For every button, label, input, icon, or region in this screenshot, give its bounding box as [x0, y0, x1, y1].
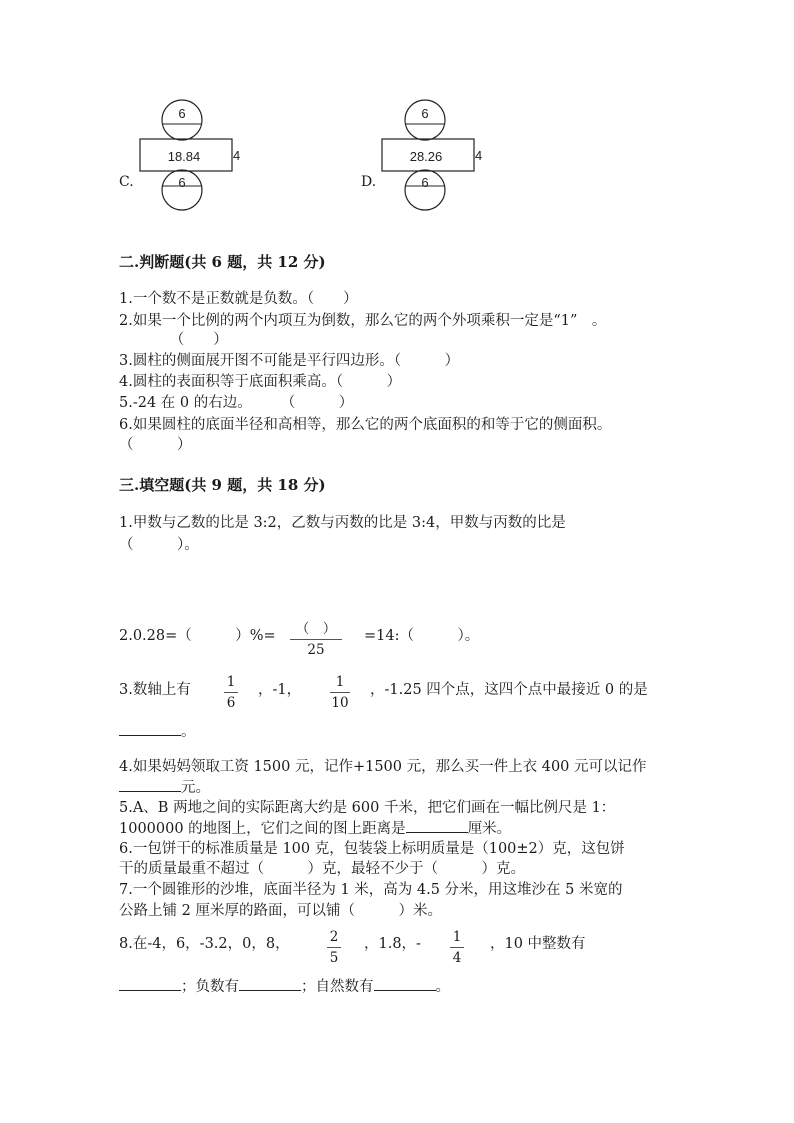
- fill-q5-line2b: 厘米。: [467, 821, 512, 837]
- fraction-denominator: 5: [329, 950, 339, 966]
- fill-q2-left: 2.0.28=（ ）%=: [119, 628, 276, 644]
- bottom-circle-label: 6: [178, 175, 186, 190]
- fill-q1-line1: 1.甲数与乙数的比是 3:2，乙数与丙数的比是 3:4，甲数与丙数的比是: [119, 515, 566, 531]
- side-label: 4: [233, 148, 241, 163]
- top-circle-label: 6: [421, 106, 429, 121]
- fraction-denominator: 25: [307, 642, 325, 658]
- fill-q3-fraction-2: [318, 674, 362, 711]
- fraction-numerator: 2: [329, 929, 339, 945]
- fill-q7-line2: 公路上铺 2 厘米厚的路面，可以铺（ ）米。: [119, 903, 442, 919]
- fill-q2-fraction: [290, 621, 342, 658]
- fill-q7-line1: 7.一个圆锥形的沙堆，底面半径为 1 米，高为 4.5 分米，用这堆沙在 5 米宽的: [119, 882, 623, 898]
- judge-item-5: 5.-24 在 0 的右边。 （ ）: [119, 395, 354, 411]
- judge-item-2: 2.如果一个比例的两个内项互为倒数，那么它的两个外项乘积一定是“1” 。: [119, 313, 607, 329]
- answer-blank[interactable]: [406, 818, 468, 833]
- fraction-numerator: 1: [335, 674, 345, 690]
- fraction-bar: [330, 692, 350, 693]
- fraction-denominator: 4: [452, 950, 462, 966]
- rect-label: 18.84: [167, 149, 201, 164]
- fill-q6-line1: 6.一包饼干的标准质量是 100 克，包装袋上标明质量是（100±2）克，这包饼: [119, 841, 625, 857]
- fill-q2-right: =14:（ ）。: [364, 628, 480, 644]
- option-c-diagram: [136, 98, 266, 218]
- section3-title: 三.填空题(共 9 题，共 18 分): [119, 476, 326, 494]
- fill-q4-end: 元。: [181, 780, 210, 796]
- fill-q3-a: 3.数轴上有: [119, 682, 191, 698]
- fill-q6-line2: 干的质量最重不超过（ ）克，最轻不少于（ ）克。: [119, 861, 525, 877]
- fill-q3-fraction-1: [209, 674, 253, 711]
- answer-blank[interactable]: [119, 777, 181, 792]
- judge-item-3: 3.圆柱的侧面展开图不可能是平行四边形。（ ）: [119, 353, 460, 369]
- fill-q8-c: ，10 中整数有: [490, 936, 586, 952]
- fill-q4-answer-line: [119, 777, 210, 798]
- fill-q1-line2: （ ）。: [119, 537, 199, 553]
- judge-item-1: 1.一个数不是正数就是负数。（ ）: [119, 291, 358, 307]
- fill-q3-end: 。: [181, 724, 196, 740]
- fill-q3-answer-line: [119, 721, 196, 742]
- option-c-label: C.: [119, 174, 134, 190]
- side-label: 4: [475, 148, 483, 163]
- fill-q3-c: ，-1.25 四个点，这四个点中最接近 0 的是: [370, 682, 648, 698]
- bottom-circle-label: 6: [421, 175, 429, 190]
- option-d-label: D.: [361, 174, 377, 190]
- section2-title: 二.判断题(共 6 题，共 12 分): [119, 253, 326, 271]
- fill-q8-sep1: ；负数有: [181, 979, 239, 995]
- fraction-numerator: 1: [452, 929, 462, 945]
- fraction-bar: [224, 692, 238, 693]
- judge-item-2-cont: （ ）: [119, 332, 228, 348]
- fill-q8-answer-line: [119, 976, 450, 997]
- fill-q5-line1: 5.A、B 两地之间的实际距离大约是 600 千米，把它们画在一幅比例尺是 1：: [119, 800, 616, 816]
- answer-blank-integers[interactable]: [119, 976, 181, 991]
- fill-q5-line2: [119, 818, 511, 839]
- option-d-diagram: [378, 98, 508, 218]
- fill-q8-a: 8.在-4，6，-3.2，0，8，: [119, 936, 290, 952]
- answer-blank-naturals[interactable]: [374, 976, 436, 991]
- judge-item-4: 4.圆柱的表面积等于底面积乘高。（ ）: [119, 374, 402, 390]
- judge-item-6: 6.如果圆柱的底面半径和高相等，那么它的两个底面积的和等于它的侧面积。: [119, 417, 612, 433]
- fraction-bar: [290, 639, 342, 640]
- fill-q8-fraction-1: [312, 929, 356, 966]
- answer-blank[interactable]: [119, 721, 181, 736]
- fraction-numerator: （ ）: [295, 621, 337, 637]
- fill-q8-b: ，1.8，-: [364, 936, 421, 952]
- fill-q4-line1: 4.如果妈妈领取工资 1500 元，记作+1500 元，那么买一件上衣 400 元可以记作: [119, 759, 647, 775]
- rect-label: 28.26: [409, 149, 443, 164]
- fraction-bar: [327, 947, 341, 948]
- fill-q3-b: ，-1，: [258, 682, 302, 698]
- fill-q5-line2a: 1000000 的地图上，它们之间的图上距离是: [119, 821, 406, 837]
- judge-item-6-cont: （ ）: [119, 437, 192, 453]
- fill-q8-end: 。: [435, 979, 450, 995]
- top-circle-label: 6: [178, 106, 186, 121]
- fraction-denominator: 10: [331, 695, 349, 711]
- fill-q8-sep2: ；自然数有: [301, 979, 374, 995]
- fraction-numerator: 1: [226, 674, 236, 690]
- answer-blank-negatives[interactable]: [239, 976, 301, 991]
- fraction-bar: [450, 947, 464, 948]
- fill-q8-fraction-2: [435, 929, 479, 966]
- fraction-denominator: 6: [226, 695, 236, 711]
